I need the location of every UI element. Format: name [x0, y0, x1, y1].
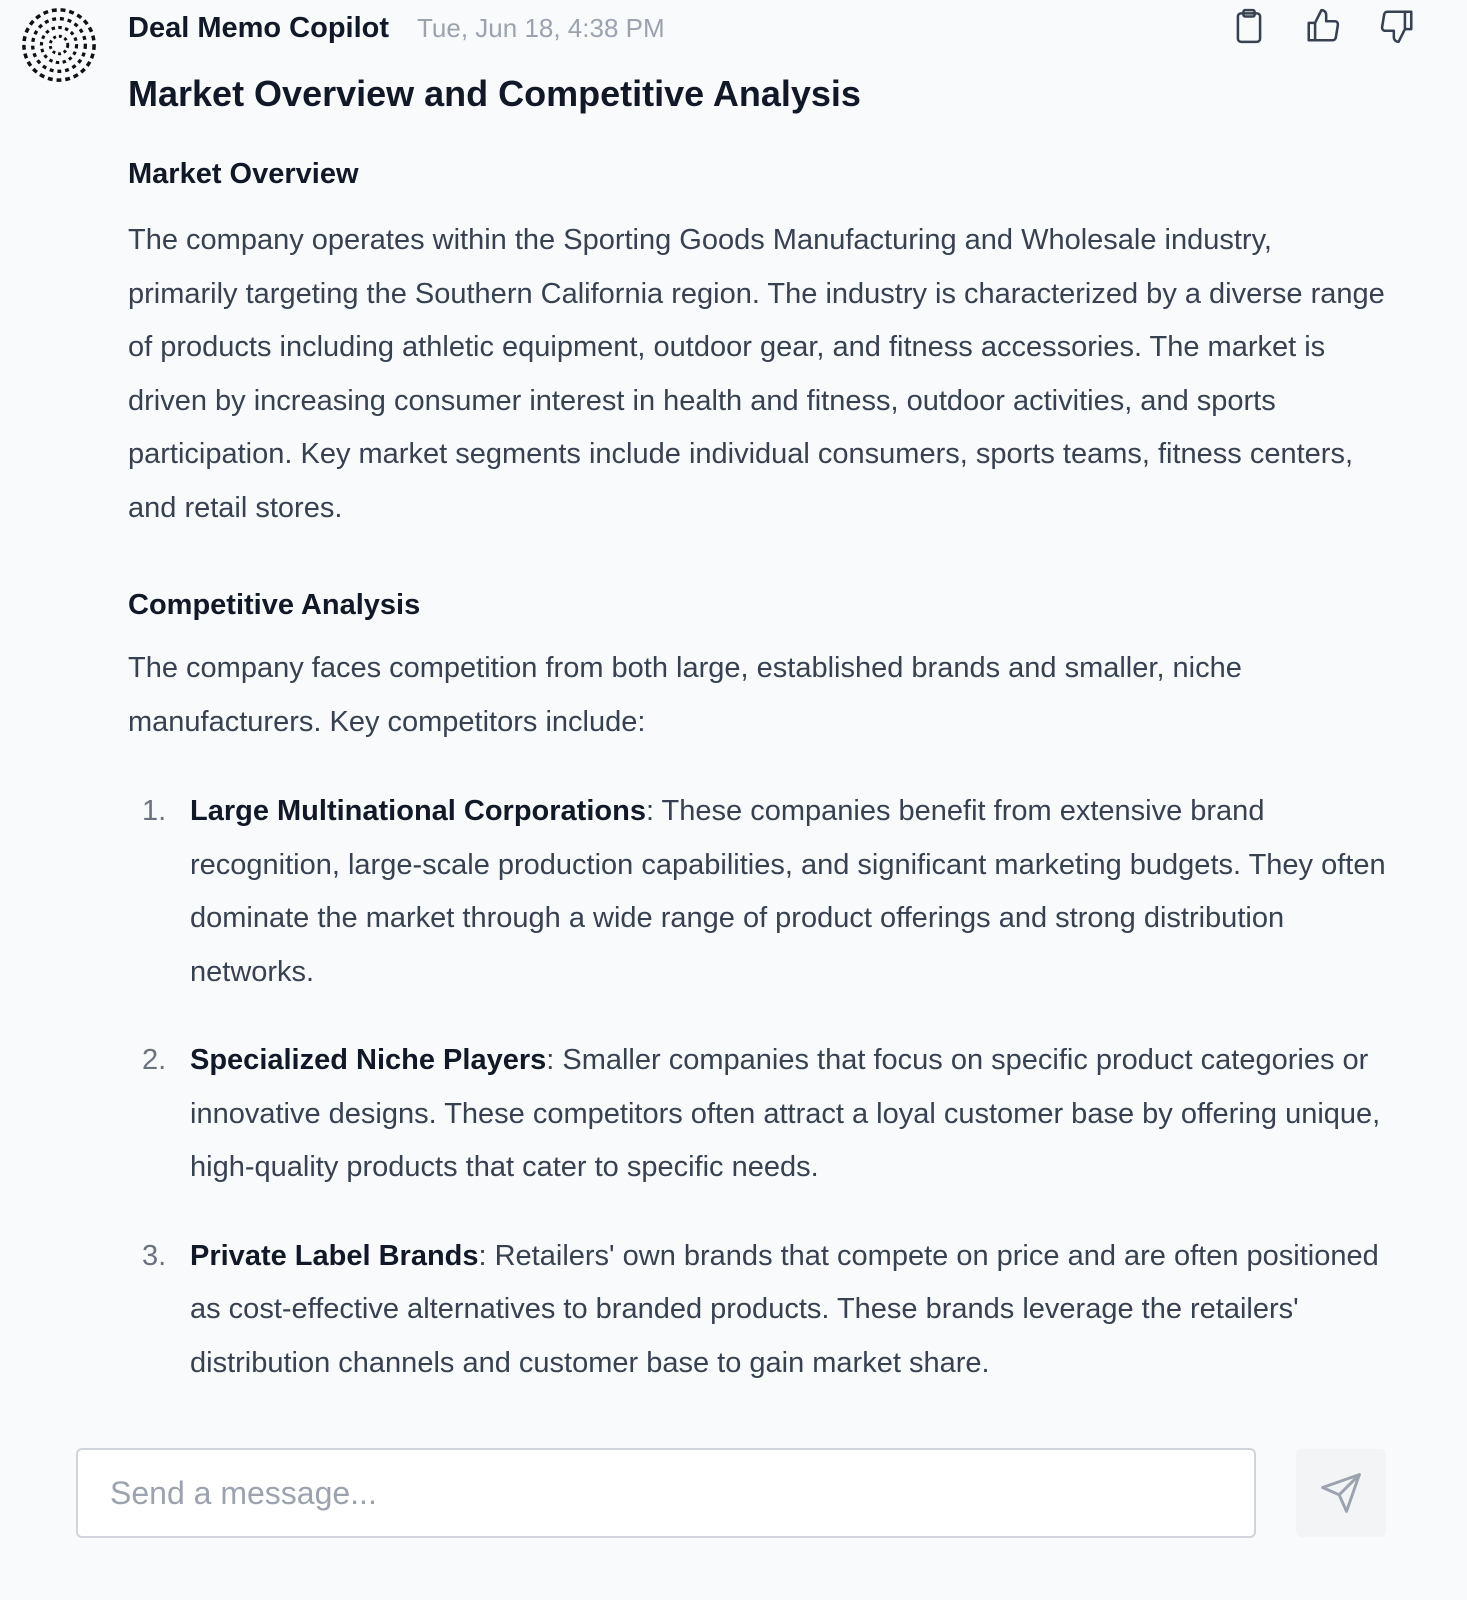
thumbs-up-button[interactable]	[1301, 4, 1345, 48]
list-item-number: 1.	[142, 795, 167, 827]
list-item-text: : Retailers' own brands that compete on price and are often positioned as cost-effective alternatives to branded products. These brands leverage the retailers' distribution channels and customer base to gain market share.	[190, 1239, 1379, 1379]
message-composer	[76, 1448, 1256, 1538]
competitive-analysis-heading: Competitive Analysis	[128, 589, 421, 621]
list-item-number: 2.	[142, 1044, 167, 1076]
copy-button[interactable]	[1227, 4, 1271, 48]
market-overview-heading: Market Overview	[128, 158, 359, 190]
list-item-term: Private Label Brands	[190, 1239, 479, 1272]
send-button[interactable]	[1296, 1449, 1386, 1537]
list-item	[128, 785, 1388, 999]
message-input[interactable]	[78, 1450, 1254, 1536]
competitive-analysis-intro: The company faces competition from both large, established brands and smaller, niche manufacturers. Key competitors include:	[128, 652, 1242, 738]
market-overview-paragraph: The company operates within the Sporting Goods Manufacturing and Wholesale industry, primarily targeting the Southern California region. The industry is characterized by a diverse range of products including athletic equipment, outdoor gear, and fitness accessories. The market is driven by increasing consumer interest in health and fitness, outdoor activities, and sports participation. Key market segments include individual consumers, sports teams, fitness centers, and retail stores.	[128, 224, 1385, 524]
thumbs-down-button[interactable]	[1375, 4, 1419, 48]
list-item-text: : These companies benefit from extensive brand recognition, large-scale production capabilities, and significant marketing budgets. They often dominate the market through a wide range of product offerings and strong distribution networks.	[190, 795, 1386, 988]
copilot-avatar	[20, 6, 98, 84]
list-item-text: : Smaller companies that focus on specific product categories or innovative designs. These competitors often attract a loyal customer base by offering unique, high-quality products that cater to specific needs.	[190, 1044, 1381, 1183]
list-item	[128, 1034, 1388, 1195]
list-item-term: Large Multinational Corporations	[190, 795, 646, 827]
list-item-term: Specialized Niche Players	[190, 1044, 547, 1076]
message-timestamp: Tue, Jun 18, 4:38 PM	[417, 12, 665, 43]
competitors-list	[128, 785, 1388, 1390]
message-content	[128, 68, 1388, 1425]
list-item-number: 3.	[142, 1239, 167, 1272]
message-header	[128, 8, 665, 48]
thumbs-up-icon	[1304, 7, 1342, 45]
app-name: Deal Memo Copilot	[128, 11, 390, 44]
message-actions	[1227, 4, 1419, 48]
thumbs-down-icon	[1378, 7, 1416, 45]
clipboard-icon	[1230, 7, 1268, 45]
document-title: Market Overview and Competitive Analysis	[128, 73, 861, 114]
list-item	[128, 1230, 1388, 1391]
send-icon	[1319, 1471, 1363, 1515]
